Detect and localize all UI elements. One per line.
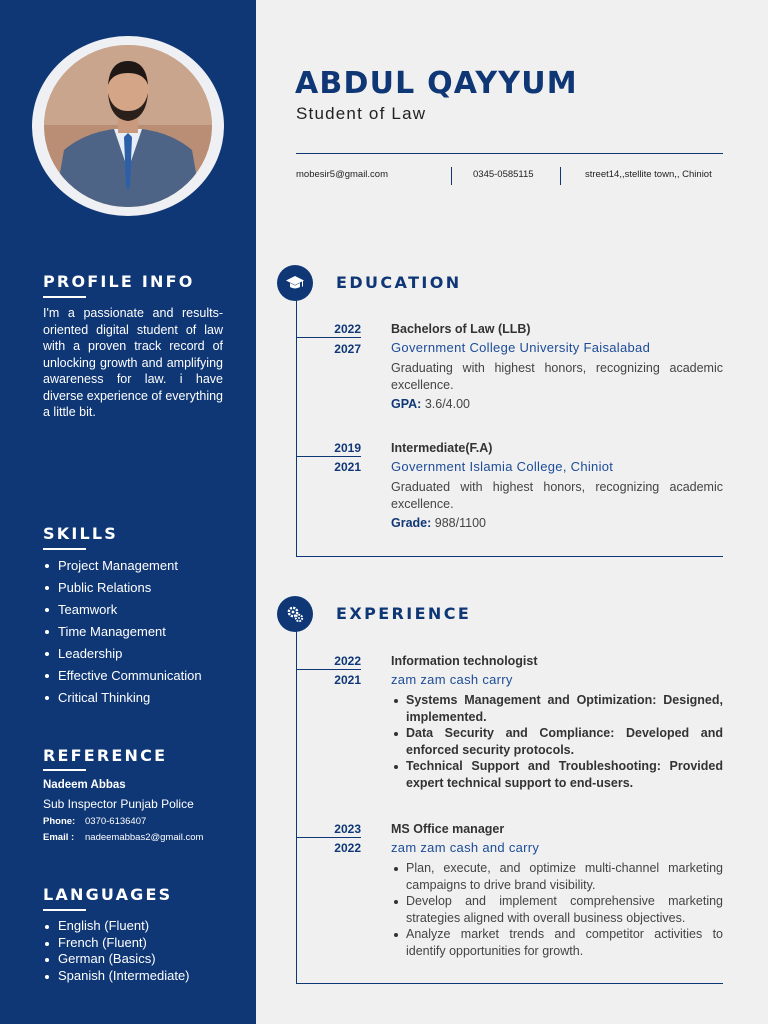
profile-photo: [44, 45, 212, 207]
skill-item: Public Relations: [43, 579, 202, 601]
entry-year-end: 2021: [334, 673, 361, 687]
year-divider: [296, 669, 361, 670]
experience-role: MS Office manager: [391, 822, 505, 836]
entry-year-end: 2021: [334, 460, 361, 474]
profile-info-heading: PROFILE INFO: [43, 272, 195, 291]
experience-bullets: [391, 692, 723, 791]
skills-list: [43, 557, 202, 711]
experience-bullets: [391, 860, 723, 959]
candidate-name: ABDUL QAYYUM: [295, 66, 578, 101]
experience-bullet: Systems Management and Optimization: Designed, implemented.: [391, 692, 723, 725]
education-description: Graduating with highest honors, recognizing academic excellence.: [391, 361, 723, 392]
score-value: 3.6/4.00: [424, 397, 470, 411]
education-score: [391, 397, 470, 411]
skill-item: Leadership: [43, 645, 202, 667]
entry-year-end: 2022: [334, 841, 361, 855]
experience-bullet: Technical Support and Troubleshooting: Provided expert technical support to end-users.: [391, 758, 723, 791]
experience-company: zam zam cash and carry: [391, 840, 540, 855]
experience-bullet: Analyze market trends and competitor activities to identify opportunities for growth.: [391, 926, 723, 959]
entry-year-start: 2019: [334, 441, 361, 455]
language-item: Spanish (Intermediate): [43, 968, 190, 985]
skill-item: Effective Communication: [43, 667, 202, 689]
experience-bullet: Data Security and Compliance: Developed and enforced security protocols.: [391, 725, 723, 758]
skills-heading: SKILLS: [43, 524, 118, 543]
contact-separator: [451, 167, 452, 185]
reference-name: Nadeem Abbas: [43, 779, 126, 791]
reference-email-label: Email :: [43, 832, 75, 843]
language-item: English (Fluent): [43, 918, 190, 935]
contact-phone[interactable]: 0345-0585115: [473, 169, 534, 180]
graduation-cap-icon: [285, 273, 305, 293]
reference-phone-label: Phone:: [43, 816, 76, 827]
experience-role: Information technologist: [391, 654, 538, 668]
education-institution: Government College University Faisalabad: [391, 340, 651, 355]
languages-rule: [43, 909, 86, 911]
education-icon-badge: [277, 265, 313, 301]
education-degree: Intermediate(F.A): [391, 441, 493, 455]
profile-info-rule: [43, 296, 86, 298]
experience-bottom-rule: [296, 983, 723, 984]
entry-year-start: 2022: [334, 322, 361, 336]
education-degree: Bachelors of Law (LLB): [391, 322, 531, 336]
reference-phone-row: [43, 816, 146, 827]
education-bottom-rule: [296, 556, 723, 557]
education-score: [391, 516, 486, 530]
experience-icon-badge: [277, 596, 313, 632]
experience-heading: EXPERIENCE: [336, 604, 472, 623]
reference-email: nadeemabbas2@gmail.com: [85, 832, 204, 843]
language-item: German (Basics): [43, 951, 190, 968]
reference-position: Sub Inspector Punjab Police: [43, 797, 194, 811]
experience-bullet: Plan, execute, and optimize multi-channel marketing campaigns to drive brand visibility.: [391, 860, 723, 893]
sidebar: [0, 0, 256, 1024]
gears-icon: [285, 604, 305, 624]
education-heading: EDUCATION: [336, 273, 462, 292]
skill-item: Teamwork: [43, 601, 202, 623]
score-label: Grade:: [391, 516, 432, 530]
candidate-subtitle: Student of Law: [296, 104, 427, 123]
reference-phone: 0370-6136407: [85, 816, 147, 827]
skill-item: Project Management: [43, 557, 202, 579]
score-label: GPA:: [391, 397, 422, 411]
score-value: 988/1100: [434, 516, 486, 530]
header-divider: [296, 153, 723, 154]
year-divider: [296, 456, 361, 457]
year-divider: [296, 837, 361, 838]
languages-list: [43, 918, 190, 984]
reference-email-row: [43, 832, 203, 843]
contact-address: street14,,stellite town,, Chiniot: [585, 169, 712, 180]
reference-heading: REFERENCE: [43, 746, 168, 765]
languages-heading: LANGUAGES: [43, 885, 173, 904]
entry-year-start: 2022: [334, 654, 361, 668]
entry-year-end: 2027: [334, 342, 361, 356]
year-divider: [296, 337, 361, 338]
skill-item: Critical Thinking: [43, 689, 202, 711]
experience-company: zam zam cash carry: [391, 672, 513, 687]
language-item: French (Fluent): [43, 935, 190, 952]
experience-bullet: Develop and implement comprehensive marketing strategies aligned with overall business objectives.: [391, 893, 723, 926]
skills-rule: [43, 548, 86, 550]
profile-photo-frame: [32, 36, 224, 216]
reference-rule: [43, 769, 86, 771]
education-institution: Government Islamia College, Chiniot: [391, 459, 614, 474]
profile-info-text: I'm a passionate and results-oriented digital student of law with a proven track record of unlocking growth and amplifying awareness for law. i have diverse experience of everything a little bit.: [43, 306, 223, 419]
contact-separator: [560, 167, 561, 185]
education-description: Graduated with highest honors, recognizing academic excellence.: [391, 480, 723, 511]
skill-item: Time Management: [43, 623, 202, 645]
entry-year-start: 2023: [334, 822, 361, 836]
contact-email[interactable]: mobesir5@gmail.com: [296, 169, 389, 180]
